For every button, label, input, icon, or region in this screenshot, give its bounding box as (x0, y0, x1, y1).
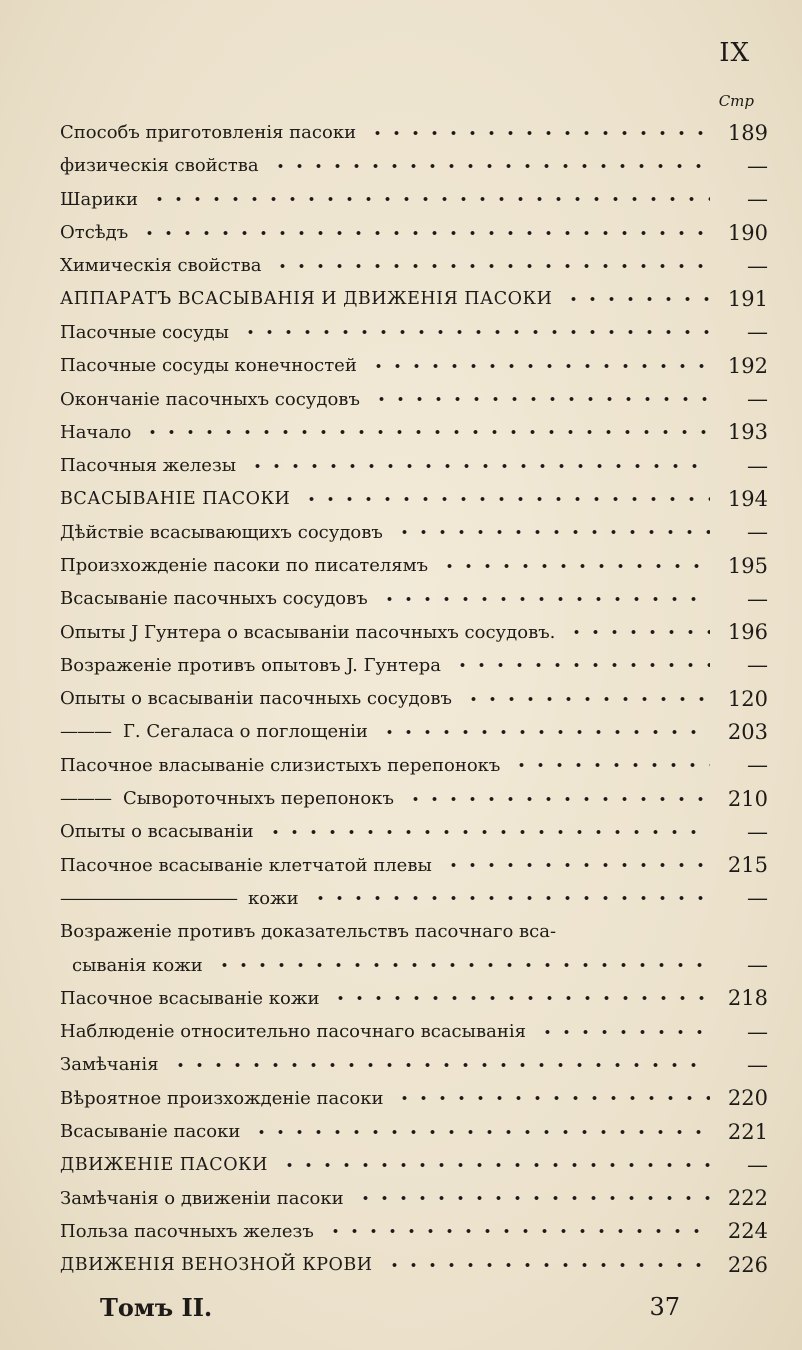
toc-entry-page: — (747, 187, 768, 212)
toc-entry-title: Возраженіе противъ опытовъ J. Гунтера (60, 654, 441, 676)
dot-leader (280, 1156, 710, 1174)
toc-entry-page: 218 (727, 986, 768, 1011)
toc-entry (60, 1215, 768, 1248)
toc-entry-title: Опыты о всасываніи (60, 821, 254, 843)
dot-leader (271, 157, 710, 175)
toc-entry-title: Пасочныя железы (60, 455, 237, 477)
dot-leader (252, 1123, 710, 1141)
toc-entry-title: Химическія свойства (60, 255, 262, 277)
toc-entry-page: — (747, 520, 768, 545)
toc-entry (60, 1182, 768, 1215)
toc-entry (60, 782, 768, 815)
toc-entry-page: — (747, 1019, 768, 1044)
dot-leader (143, 423, 710, 441)
toc-entry (60, 416, 768, 449)
toc-entry (60, 1048, 768, 1081)
dot-leader (395, 1089, 710, 1107)
toc-entry-title: Отсѣдъ (60, 222, 129, 244)
toc-entry-title: Опыты о всасываніи пасочныхь сосудовъ (60, 688, 452, 710)
dot-leader (512, 756, 710, 774)
dot-leader (311, 889, 710, 907)
dot-leader (395, 523, 710, 541)
toc-entry-page: 196 (727, 620, 768, 645)
toc-entry-title: Окончаніе пасочныхъ сосудовъ (60, 388, 360, 410)
toc-entry-page: — (747, 320, 768, 345)
toc-entry-title: Шарики (60, 188, 139, 210)
toc-entry-title: физическія свойства (60, 155, 259, 177)
dot-leader (440, 557, 710, 575)
toc-entry (60, 482, 768, 515)
toc-entry-page: 191 (727, 287, 768, 312)
toc-entry (60, 649, 768, 682)
toc-entry (60, 615, 768, 648)
toc-entry (60, 116, 768, 149)
toc-entry-title: Сывороточныхъ перепонокъ (123, 788, 394, 810)
dot-leader (171, 1056, 710, 1074)
dot-leader (406, 790, 710, 808)
toc-entry-page: — (747, 387, 768, 412)
toc-entry (60, 915, 768, 948)
toc-entry-title: Пасочные сосуды конечностей (60, 355, 357, 377)
toc-entry-title: Возраженіе противъ доказательствъ пасочнаго вса- (60, 921, 557, 943)
toc-entry-page: 194 (727, 486, 768, 511)
dot-leader (215, 956, 710, 974)
dot-leader (567, 623, 710, 641)
ditto-dash: ——— (60, 721, 111, 743)
toc-entry-title: ДВИЖЕНІЕ ПАСОКИ (60, 1154, 268, 1175)
toc-entry (60, 1015, 768, 1048)
dot-leader (241, 323, 710, 341)
toc-entry-page: 203 (727, 719, 768, 744)
toc-entry (60, 282, 768, 315)
toc-entry-title: Способъ приготовленія пасоки (60, 122, 357, 144)
toc-entry (60, 982, 768, 1015)
toc-entry-title: Дѣйствіе всасывающихъ сосудовъ (60, 521, 383, 543)
toc-entry-title: Польза пасочныхъ железъ (60, 1220, 314, 1242)
toc-entry-page: — (747, 1052, 768, 1077)
toc-entry-page: — (747, 453, 768, 478)
toc-entry (60, 682, 768, 715)
toc-entry-title: Пасочное власываніе слизистыхъ перепонокъ (60, 754, 501, 776)
dot-leader (273, 257, 710, 275)
toc-entry-page: 220 (727, 1086, 768, 1111)
toc-entry-page: — (747, 953, 768, 978)
toc-entry-page: 210 (727, 786, 768, 811)
ditto-dash: ——————————— (60, 887, 236, 909)
dot-leader (150, 190, 710, 208)
dot-leader (368, 124, 710, 142)
toc-entry-page: — (747, 886, 768, 911)
toc-entry (60, 149, 768, 182)
toc-entry-page: — (747, 586, 768, 611)
toc-entry-page: 193 (727, 420, 768, 445)
toc-entry-page: 189 (727, 120, 768, 145)
toc-entry (60, 749, 768, 782)
dot-leader (140, 224, 710, 242)
toc-entry-title: Наблюденіе относительно пасочнаго всасыванія (60, 1021, 526, 1043)
toc-entry-page: 221 (727, 1119, 768, 1144)
dot-leader (266, 823, 710, 841)
toc-entry (60, 216, 768, 249)
dot-leader (302, 490, 710, 508)
toc-entry-page: 224 (727, 1219, 768, 1244)
toc-entry (60, 549, 768, 582)
toc-entry-page: 120 (727, 686, 768, 711)
toc-entry-title: Всасываніе пасоки (60, 1121, 241, 1143)
toc-entry (60, 382, 768, 415)
toc-entry-title: Г. Сегаласа о поглощеніи (123, 721, 368, 743)
volume-label: Томъ II. (100, 1293, 213, 1322)
toc-entry-page: — (747, 253, 768, 278)
dot-leader (248, 457, 710, 475)
dot-leader (372, 390, 710, 408)
toc-entry-title: ДВИЖЕНІЯ ВЕНОЗНОЙ КРОВИ (60, 1254, 373, 1275)
toc-entry (60, 948, 768, 981)
dot-leader (331, 989, 710, 1007)
toc-entry (60, 882, 768, 915)
toc-entry-page: 192 (727, 353, 768, 378)
dot-leader (380, 723, 710, 741)
page-folio: IX (719, 38, 750, 68)
toc-entry (60, 516, 768, 549)
signature-mark: 37 (649, 1293, 680, 1321)
toc-entry (60, 849, 768, 882)
toc-entry (60, 316, 768, 349)
toc-entry-page: 190 (727, 220, 768, 245)
toc-entry-page: — (747, 153, 768, 178)
dot-leader (464, 690, 710, 708)
dot-leader (538, 1023, 710, 1041)
toc-entry-title: Пасочное всасываніе кожи (60, 987, 320, 1009)
dot-leader (444, 856, 710, 874)
toc-entry-page: — (747, 653, 768, 678)
table-of-contents (60, 116, 768, 1281)
toc-entry-title: Начало (60, 421, 132, 443)
toc-entry (60, 1082, 768, 1115)
toc-entry-page: 222 (727, 1186, 768, 1211)
toc-entry (60, 1115, 768, 1148)
toc-entry-title: АППАРАТЪ ВСАСЫВАНІЯ И ДВИЖЕНІЯ ПАСОКИ (60, 289, 553, 310)
toc-entry-title: ВСАСЫВАНІЕ ПАСОКИ (60, 488, 291, 509)
toc-entry-page: 215 (727, 853, 768, 878)
dot-leader (453, 656, 710, 674)
toc-entry (60, 815, 768, 848)
dot-leader (564, 290, 710, 308)
dot-leader (380, 590, 710, 608)
dot-leader (326, 1222, 710, 1240)
toc-entry-page: — (747, 1152, 768, 1177)
toc-entry-title: Опыты J Гунтера о всасываніи пасочныхъ сосудовъ. (60, 621, 556, 643)
ditto-dash: ——— (60, 788, 111, 810)
dot-leader (385, 1256, 710, 1274)
toc-entry-title: Всасываніе пасочныхъ сосудовъ (60, 588, 368, 610)
toc-entry-title: Пасочное всасываніе клетчатой плевы (60, 854, 432, 876)
toc-entry-page: 195 (727, 553, 768, 578)
toc-entry (60, 183, 768, 216)
toc-entry (60, 715, 768, 748)
toc-entry-page: — (747, 819, 768, 844)
toc-entry (60, 349, 768, 382)
page-column-label: Стр (718, 92, 754, 110)
toc-entry-title: Произхожденіе пасоки по писателямъ (60, 555, 429, 576)
toc-entry-page: — (747, 753, 768, 778)
toc-entry (60, 449, 768, 482)
toc-entry (60, 1248, 768, 1281)
toc-entry-title: Замѣчанія (60, 1054, 159, 1076)
toc-entry-title: Вѣроятное произхожденіе пасоки (60, 1087, 384, 1109)
toc-entry-title: Замѣчанія о движеніи пасоки (60, 1187, 344, 1209)
dot-leader (356, 1189, 710, 1207)
toc-entry-title: сыванія кожи (72, 954, 203, 976)
toc-entry-title: кожи (248, 887, 299, 909)
toc-entry-page: 226 (727, 1252, 768, 1277)
page-footer (100, 1293, 680, 1322)
toc-entry (60, 1148, 768, 1181)
toc-entry-title: Пасочные сосуды (60, 321, 229, 343)
toc-entry (60, 582, 768, 615)
dot-leader (369, 357, 710, 375)
toc-entry (60, 249, 768, 282)
